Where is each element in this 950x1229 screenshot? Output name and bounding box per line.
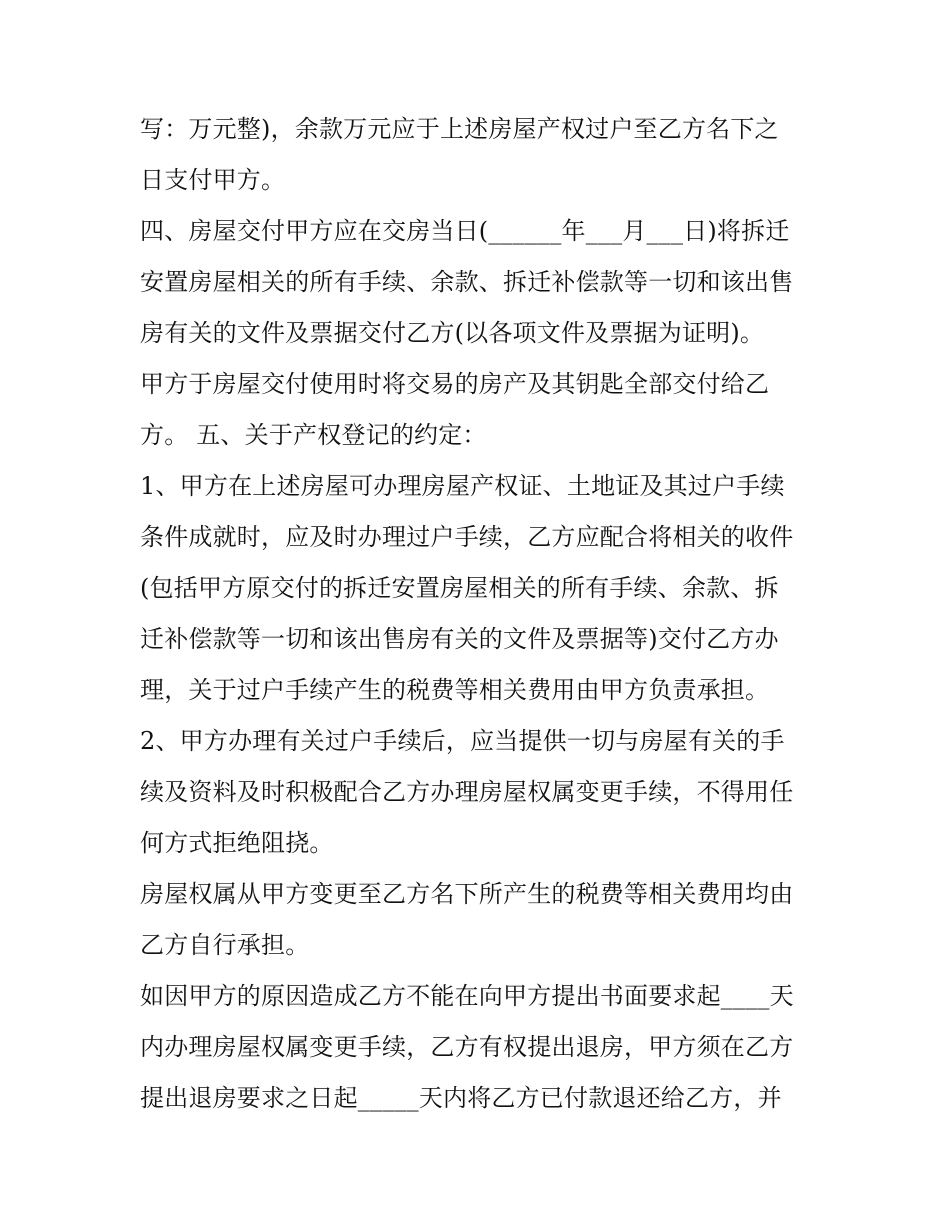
document-body [140, 104, 820, 1124]
text-line-6: 甲方于房屋交付使用时将交易的房产及其钥匙全部交付给乙 [140, 370, 770, 398]
text-line-12: 理，关于过户手续产生的税费等相关费用由甲方负责承担。 [140, 676, 770, 704]
text-line-14: 续及资料及时积极配合乙方办理房屋权属变更手续，不得用任 [140, 778, 794, 806]
text-line-4: 安置房屋相关的所有手续、余款、拆迁补偿款等一切和该出售 [140, 268, 794, 296]
text-line-15: 何方式拒绝阻挠。 [140, 829, 334, 857]
text-line-3: 四、房屋交付甲方应在交房当日(______年___月___日)将拆迁 [140, 217, 790, 245]
text-line-19: 内办理房屋权属变更手续，乙方有权提出退房，甲方须在乙方 [140, 1033, 794, 1061]
text-line-17: 乙方自行承担。 [140, 931, 310, 959]
text-line-9: 条件成就时，应及时办理过户手续，乙方应配合将相关的收件 [140, 523, 794, 551]
text-line-16: 房屋权属从甲方变更至乙方名下所产生的税费等相关费用均由 [140, 880, 794, 908]
text-line-2: 日支付甲方。 [140, 166, 286, 194]
text-line-20: 提出退房要求之日起_____天内将乙方已付款退还给乙方，并 [140, 1084, 782, 1112]
text-line-5: 房有关的文件及票据交付乙方(以各项文件及票据为证明)。 [140, 319, 765, 347]
text-line-8: 1、甲方在上述房屋可办理房屋产权证、土地证及其过户手续 [140, 472, 785, 500]
text-line-7: 方。 五、关于产权登记的约定： [140, 421, 487, 449]
text-line-11: 迁补偿款等一切和该出售房有关的文件及票据等)交付乙方办 [140, 625, 779, 653]
text-line-1: 写：万元整)，余款万元应于上述房屋产权过户至乙方名下之 [140, 115, 779, 143]
text-line-13: 2、甲方办理有关过户手续后，应当提供一切与房屋有关的手 [140, 727, 785, 755]
text-line-18: 如因甲方的原因造成乙方不能在向甲方提出书面要求起____天 [140, 982, 794, 1010]
text-line-10: (包括甲方原交付的拆迁安置房屋相关的所有手续、余款、拆 [140, 574, 779, 602]
